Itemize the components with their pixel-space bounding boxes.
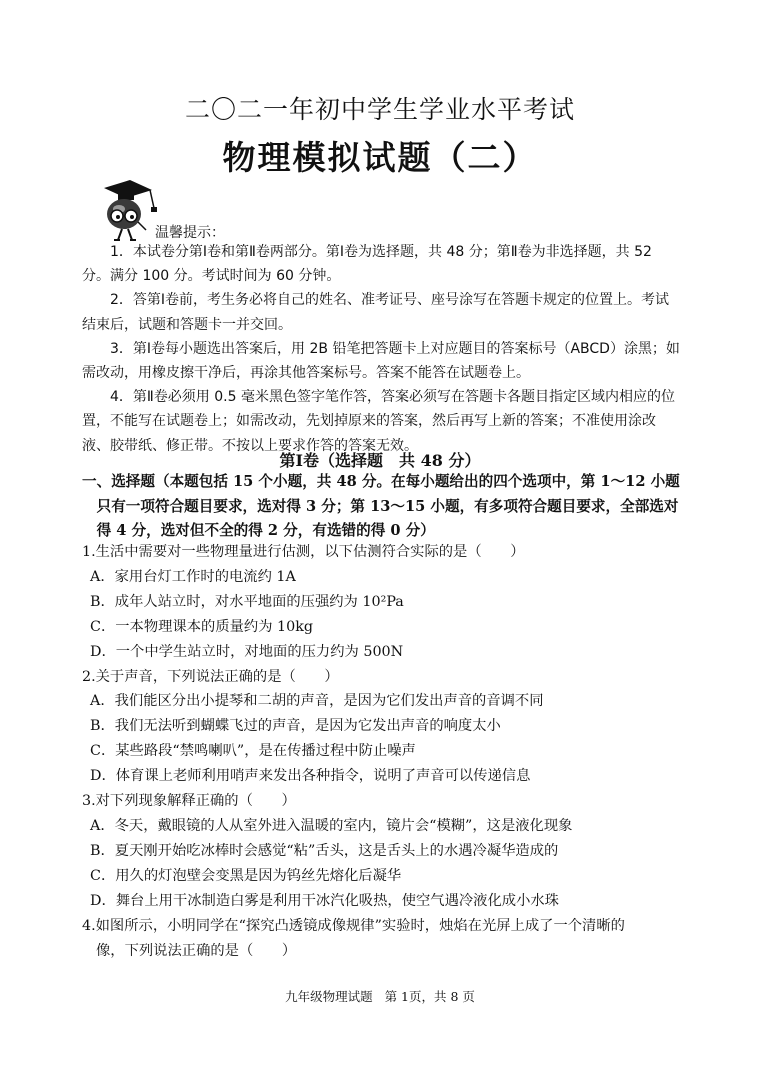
footer-page-number: 第 1页，共 8 页 bbox=[384, 989, 475, 1004]
exam-title: 二〇二一年初中学生学业水平考试 bbox=[184, 95, 575, 124]
student-mascot-icon bbox=[86, 178, 166, 244]
subject-title: 物理模拟试题（二） bbox=[222, 138, 538, 177]
question-option: B．成年人站立时，对水平地面的压强约为 10²Pa bbox=[90, 593, 404, 610]
tip-item: 4．第Ⅱ卷必须用 0.5 毫米黑色签字笔作答，答案必须写在答题卡各题目指定区域内相应的位置，不能写在试题卷上；如需改动，先划掉原来的答案，然后再写上新的答案；不准使用涂改液、胶带纸、修正带。不按以上要求作答的答案无效。 bbox=[82, 389, 675, 454]
tip-item: 3．第Ⅰ卷每小题选出答案后，用 2B 铅笔把答题卡上对应题目的答案标号（ABCD）涂黑；如需改动，用橡皮擦干净后，再涂其他答案标号。答案不能答在试题卷上。 bbox=[82, 340, 680, 382]
question bbox=[82, 540, 686, 665]
question-option: B．我们无法听到蝴蝶飞过的声音，是因为它发出声音的响度太小 bbox=[90, 718, 501, 735]
question-option: B．夏天刚开始吃冰棒时会感觉“粘”舌头，这是舌头上的水遇冷凝华造成的 bbox=[90, 842, 559, 859]
page-footer bbox=[0, 987, 760, 1005]
question-stem: 3.对下列现象解释正确的（ ） bbox=[82, 793, 296, 810]
tip-item: 1．本试卷分第Ⅰ卷和第Ⅱ卷两部分。第Ⅰ卷为选择题，共 48 分；第Ⅱ卷为非选择题，共 52 分。满分 100 分。考试时间为 60 分钟。 bbox=[82, 244, 652, 285]
question bbox=[82, 914, 686, 964]
question-stem: 4.如图所示，小明同学在“探究凸透镜成像规律”实验时，烛焰在光屏上成了一个清晰的 bbox=[82, 917, 625, 934]
question-option: C．用久的灯泡壁会变黑是因为钨丝先熔化后凝华 bbox=[90, 867, 402, 884]
tips-title: 温馨提示： bbox=[155, 225, 225, 241]
question-option: A．家用台灯工作时的电流约 1A bbox=[90, 568, 296, 585]
question-stem: 1.生活中需要对一些物理量进行估测，以下估测符合实际的是（ ） bbox=[82, 544, 525, 560]
question bbox=[82, 789, 686, 914]
section-instructions: 一、选择题（本题包括 15 个小题，共 48 分。在每小题给出的四个选项中，第 1～12 小题只有一项符合题目要求，选对得 3 分；第 13～15 小题，有多项符合题目要求，全部选对得 4 分，选对但不全的得 2 分，有选错的得 0 分） bbox=[82, 473, 680, 539]
question-option: A．冬天，戴眼镜的人从室外进入温暖的室内，镜片会“模糊”，这是液化现象 bbox=[90, 817, 573, 834]
question-stem: 2.关于声音，下列说法正确的是（ ） bbox=[82, 668, 339, 685]
question bbox=[82, 665, 686, 790]
footer-subject: 九年级物理试题 bbox=[285, 989, 373, 1004]
question-stem-continued: 像，下列说法正确的是（ ） bbox=[96, 942, 297, 959]
section-title: 第Ⅰ卷（选择题 共 48 分） bbox=[279, 451, 481, 470]
question-list bbox=[82, 540, 686, 963]
tip-item: 2．答第Ⅰ卷前，考生务必将自己的姓名、准考证号、座号涂写在答题卡规定的位置上。考试结束后，试题和答题卡一并交回。 bbox=[82, 292, 670, 333]
question-option: D．舞台上用干冰制造白雾是利用干冰汽化吸热，使空气遇冷液化成小水珠 bbox=[90, 892, 559, 909]
tips-list bbox=[82, 240, 682, 458]
question-option: A．我们能区分出小提琴和二胡的声音，是因为它们发出声音的音调不同 bbox=[90, 693, 544, 710]
question-option: D．一个中学生站立时，对地面的压力约为 500N bbox=[90, 643, 404, 660]
question-option: C．某些路段“禁鸣喇叭”，是在传播过程中防止噪声 bbox=[90, 743, 416, 760]
question-option: D．体育课上老师利用哨声来发出各种指令，说明了声音可以传递信息 bbox=[90, 768, 531, 785]
question-option: C．一本物理课本的质量约为 10kg bbox=[90, 618, 314, 635]
